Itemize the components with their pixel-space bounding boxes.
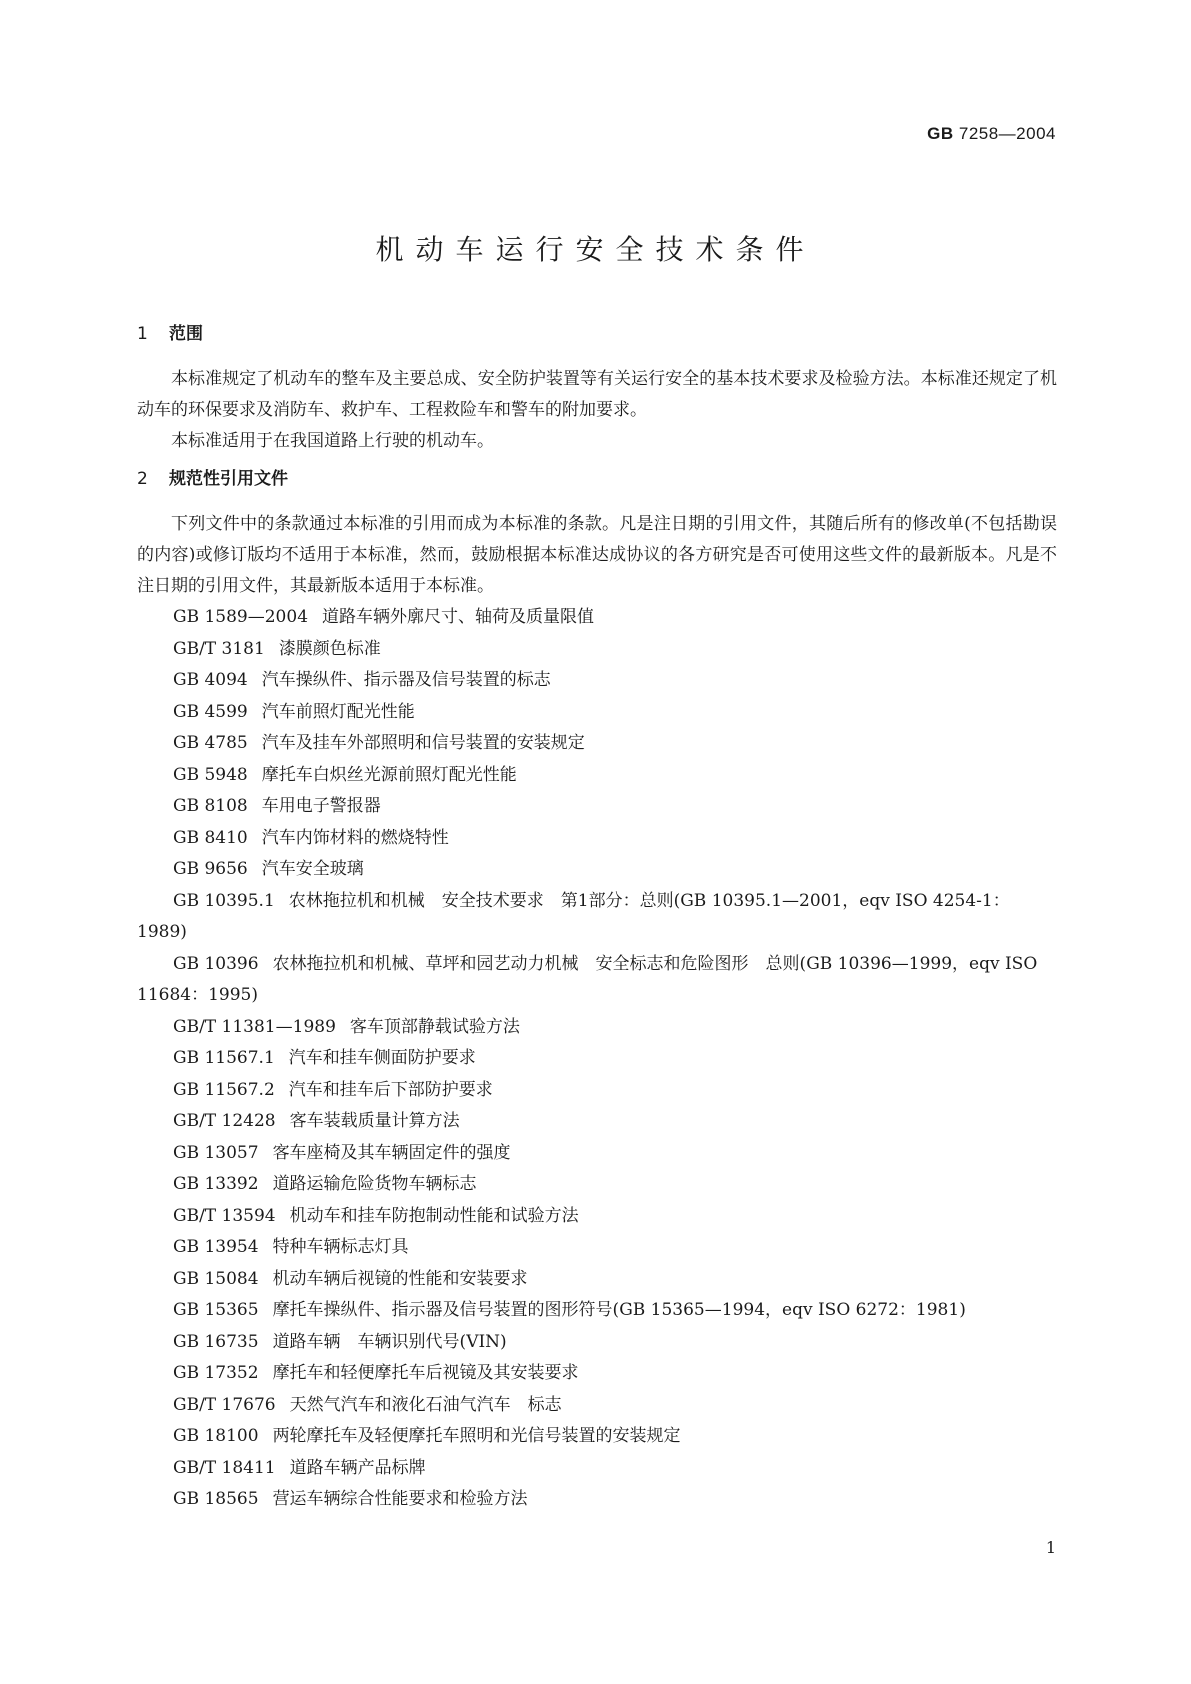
reference-item	[137, 949, 1057, 1012]
reference-code: GB/T 17676	[173, 1394, 276, 1415]
reference-title: 客车座椅及其车辆固定件的强度	[272, 1142, 511, 1163]
reference-item	[137, 1012, 1057, 1044]
page-number: 1	[1045, 1538, 1056, 1557]
reference-title: 漆膜颜色标准	[278, 638, 381, 659]
reference-code: GB 16735	[173, 1331, 259, 1352]
reference-title: 道路车辆外廓尺寸、轴荷及质量限值	[322, 607, 595, 627]
section-title: 范围	[169, 324, 203, 344]
reference-title: 汽车内饰材料的燃烧特性	[261, 827, 449, 848]
reference-code: GB/T 18411	[173, 1457, 276, 1478]
reference-item	[137, 1295, 1057, 1327]
reference-list	[137, 602, 1057, 1516]
reference-title: 天然气汽车和液化石油气汽车 标志	[289, 1394, 562, 1415]
reference-item	[137, 823, 1057, 855]
reference-code: GB 9656	[173, 859, 248, 879]
reference-code: GB/T 13594	[173, 1205, 276, 1226]
reference-item	[137, 1106, 1057, 1138]
reference-code: GB 18565	[173, 1489, 259, 1509]
standard-code	[927, 124, 1056, 144]
reference-code: GB 18100	[173, 1426, 259, 1446]
reference-code: GB 4599	[173, 701, 248, 722]
reference-code: GB 10395.1	[173, 890, 275, 911]
reference-title: 道路车辆产品标牌	[289, 1457, 426, 1478]
reference-title: 汽车安全玻璃	[261, 859, 364, 879]
reference-title: 汽车及挂车外部照明和信号装置的安装规定	[261, 733, 585, 753]
reference-item	[137, 1043, 1057, 1075]
reference-item	[137, 1453, 1057, 1485]
section-heading-normative-references	[137, 467, 1057, 491]
reference-code: GB/T 3181	[173, 638, 265, 659]
scope-paragraph-2: 本标准适用于在我国道路上行驶的机动车。	[171, 431, 494, 451]
reference-item	[137, 1232, 1057, 1264]
reference-title: 客车顶部静载试验方法	[349, 1016, 520, 1037]
document-body	[137, 322, 1057, 1516]
reference-code: GB 8108	[173, 796, 248, 816]
reference-title: 客车装载质量计算方法	[289, 1111, 460, 1131]
reference-code: GB 1589—2004	[173, 607, 309, 627]
reference-code: GB 4785	[173, 733, 248, 753]
reference-title: 机动车和挂车防抱制动性能和试验方法	[289, 1205, 579, 1226]
reference-title: 摩托车和轻便摩托车后视镜及其安装要求	[272, 1363, 579, 1383]
reference-code: GB 17352	[173, 1363, 259, 1383]
reference-item	[137, 665, 1057, 697]
reference-code: GB 11567.1	[173, 1048, 275, 1068]
reference-item	[137, 1075, 1057, 1107]
reference-item	[137, 1264, 1057, 1296]
reference-title: 农林拖拉机和机械 安全技术要求 第1部分：总则(GB 10395.1—2001，eqv ISO 4254-1：1989)	[137, 890, 1010, 942]
reference-code: GB 15084	[173, 1268, 259, 1289]
reference-item	[137, 1201, 1057, 1233]
reference-item	[137, 1327, 1057, 1359]
reference-code: GB 11567.2	[173, 1079, 275, 1100]
reference-title: 道路车辆 车辆识别代号(VIN)	[272, 1331, 507, 1352]
reference-title: 营运车辆综合性能要求和检验方法	[272, 1489, 528, 1509]
reference-item	[137, 1138, 1057, 1170]
reference-title: 汽车操纵件、指示器及信号装置的标志	[261, 670, 551, 690]
reference-title: 车用电子警报器	[261, 796, 381, 816]
reference-title: 特种车辆标志灯具	[272, 1237, 409, 1257]
section-number: 2	[137, 469, 148, 489]
reference-title: 道路运输危险货物车辆标志	[272, 1174, 477, 1194]
reference-item	[137, 1358, 1057, 1390]
reference-code: GB 10396	[173, 953, 259, 974]
reference-item	[137, 1390, 1057, 1422]
reference-code: GB 15365	[173, 1300, 259, 1320]
reference-item	[137, 791, 1057, 823]
standard-code-prefix: GB	[927, 124, 954, 143]
reference-item	[137, 886, 1057, 949]
reference-item	[137, 1421, 1057, 1453]
reference-item	[137, 728, 1057, 760]
reference-title: 汽车和挂车侧面防护要求	[288, 1048, 476, 1068]
reference-item	[137, 602, 1057, 634]
reference-code: GB/T 11381—1989	[173, 1016, 336, 1037]
reference-item	[137, 697, 1057, 729]
reference-title: 汽车前照灯配光性能	[261, 701, 415, 722]
document-title: 机动车运行安全技术条件	[375, 233, 816, 266]
reference-code: GB 13954	[173, 1237, 259, 1257]
standard-code-number: 7258—2004	[958, 124, 1056, 143]
reference-title: 摩托车操纵件、指示器及信号装置的图形符号(GB 15365—1994，eqv ISO 6272：1981)	[272, 1300, 966, 1320]
reference-code: GB 8410	[173, 827, 248, 848]
references-intro-paragraph: 下列文件中的条款通过本标准的引用而成为本标准的条款。凡是注日期的引用文件，其随后所有的修改单(不包括勘误的内容)或修订版均不适用于本标准，然而，鼓励根据本标准达成协议的各方研究是否可使用这些文件的最新版本。凡是不注日期的引用文件，其最新版本适用于本标准。	[137, 514, 1057, 596]
reference-item	[137, 634, 1057, 666]
reference-item	[137, 1484, 1057, 1516]
reference-code: GB/T 12428	[173, 1111, 276, 1131]
reference-item	[137, 854, 1057, 886]
reference-code: GB 4094	[173, 670, 248, 690]
reference-item	[137, 760, 1057, 792]
scope-paragraph-1: 本标准规定了机动车的整车及主要总成、安全防护装置等有关运行安全的基本技术要求及检验方法。本标准还规定了机动车的环保要求及消防车、救护车、工程救险车和警车的附加要求。	[137, 369, 1057, 420]
reference-item	[137, 1169, 1057, 1201]
section-number: 1	[137, 324, 148, 344]
reference-title: 农林拖拉机和机械、草坪和园艺动力机械 安全标志和危险图形 总则(GB 10396—1999，eqv ISO 11684：1995)	[137, 953, 1038, 1005]
reference-title: 摩托车白炽丝光源前照灯配光性能	[261, 764, 517, 785]
section-heading-scope	[137, 322, 1057, 346]
reference-code: GB 13392	[173, 1174, 259, 1194]
reference-title: 汽车和挂车后下部防护要求	[288, 1079, 493, 1100]
reference-title: 两轮摩托车及轻便摩托车照明和光信号装置的安装规定	[272, 1426, 681, 1446]
section-title: 规范性引用文件	[169, 469, 288, 489]
reference-code: GB 5948	[173, 764, 248, 785]
reference-code: GB 13057	[173, 1142, 259, 1163]
reference-title: 机动车辆后视镜的性能和安装要求	[272, 1268, 528, 1289]
